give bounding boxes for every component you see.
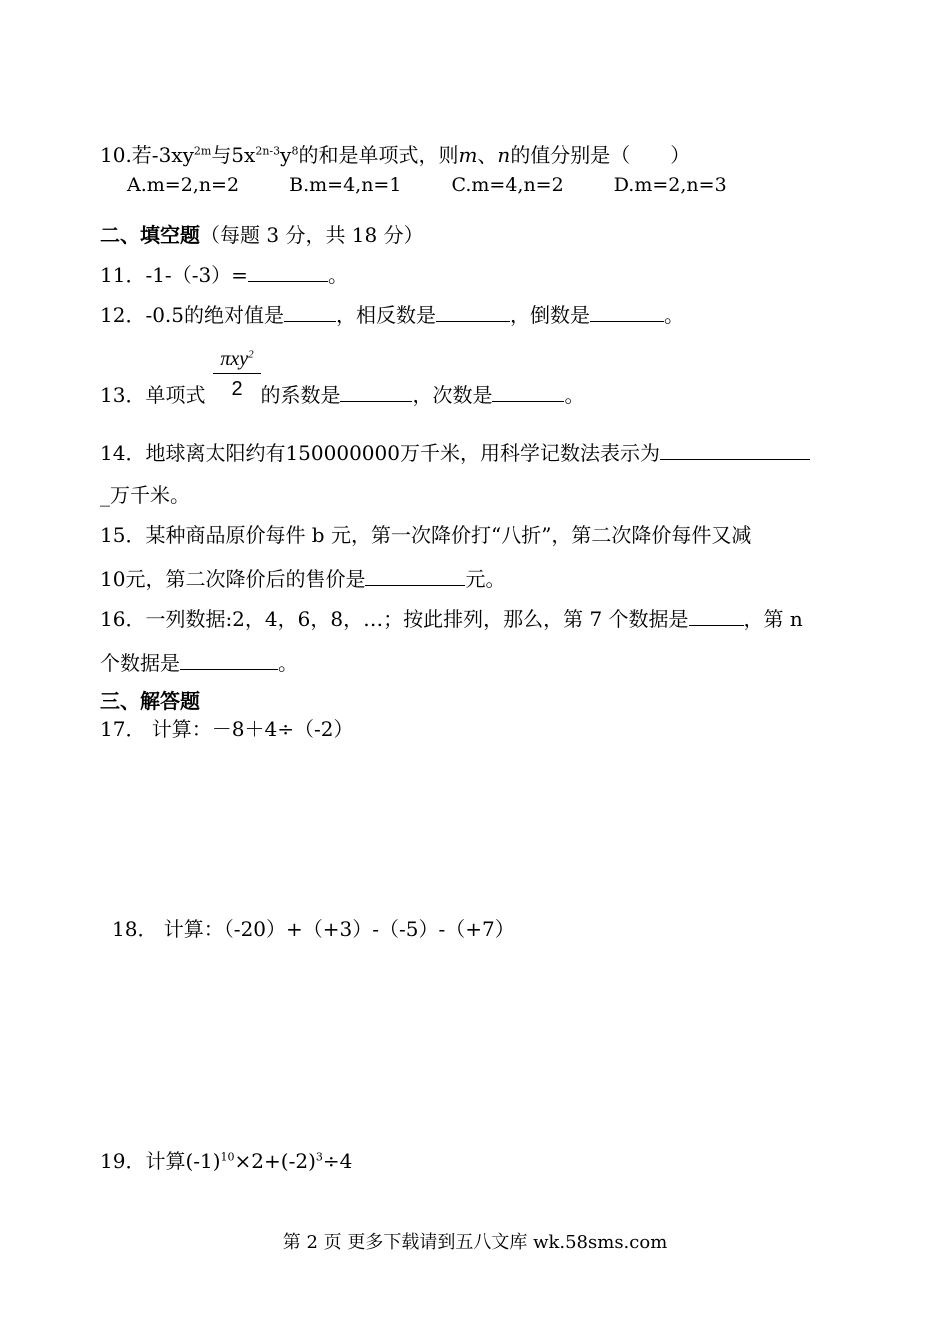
question-17: 17． 计算：－8＋4÷（-2） — [100, 717, 354, 741]
question-12: 12．-0.5的绝对值是 ，相反数是 ，倒数是 。 — [100, 303, 685, 327]
answer-blank — [365, 567, 465, 586]
answer-blank — [436, 303, 510, 322]
question-13: 13．单项式 的系数是 ，次数是 。 — [100, 383, 585, 407]
question-15: 15．某种商品原价每件 b 元，第一次降价打“八折”，第二次降价每件又减 — [100, 523, 752, 547]
option-c: C.m=4,n=2 — [451, 174, 564, 196]
option-a: A.m=2,n=2 — [127, 174, 240, 196]
option-b: B.m=4,n=1 — [289, 174, 402, 196]
question-14-cont: _万千米。 — [100, 483, 190, 507]
page-footer: 第 2 页 更多下载请到五八文库 wk.58sms.com — [282, 1232, 668, 1253]
answer-blank — [340, 383, 412, 402]
question-16-cont: 个数据是 。 — [100, 651, 298, 675]
section-3-heading: 三、解答题 — [100, 689, 200, 713]
answer-blank — [180, 651, 278, 670]
answer-blank — [492, 383, 564, 402]
section-2-heading: 二、填空题（每题 3 分，共 18 分） — [100, 223, 424, 247]
question-16: 16．一列数据:2，4，6，8，…；按此排列，那么，第 7 个数据是 ，第 n — [100, 607, 803, 631]
question-14: 14．地球离太阳约有150000000万千米，用科学记数法表示为 — [100, 440, 810, 466]
question-10-options — [127, 172, 771, 198]
answer-blank — [284, 303, 336, 322]
answer-blank — [248, 263, 328, 282]
answer-blank — [660, 441, 810, 460]
answer-blank — [590, 303, 664, 322]
question-19: 19．计算$(-1)^{10}\times 2+(-2)^3\div 4$ — [100, 1149, 353, 1173]
answer-blank — [689, 607, 744, 626]
monomial-fraction: πxy$^2$ 2 — [213, 348, 261, 401]
option-d: D.m=2,n=3 — [613, 174, 727, 196]
question-15-cont: 10元，第二次降价后的售价是 元。 — [100, 567, 506, 591]
question-10: 10.若$-3xy^{2m}$与$5x^{2n-3}y^8$的和是单项式，则m、n的值分别是（ ） — [100, 143, 691, 167]
question-18: 18． 计算：（-20）+（+3）-（-5）-（+7） — [112, 917, 515, 941]
question-11: 11．-1-（-3）= 。 — [100, 263, 348, 287]
